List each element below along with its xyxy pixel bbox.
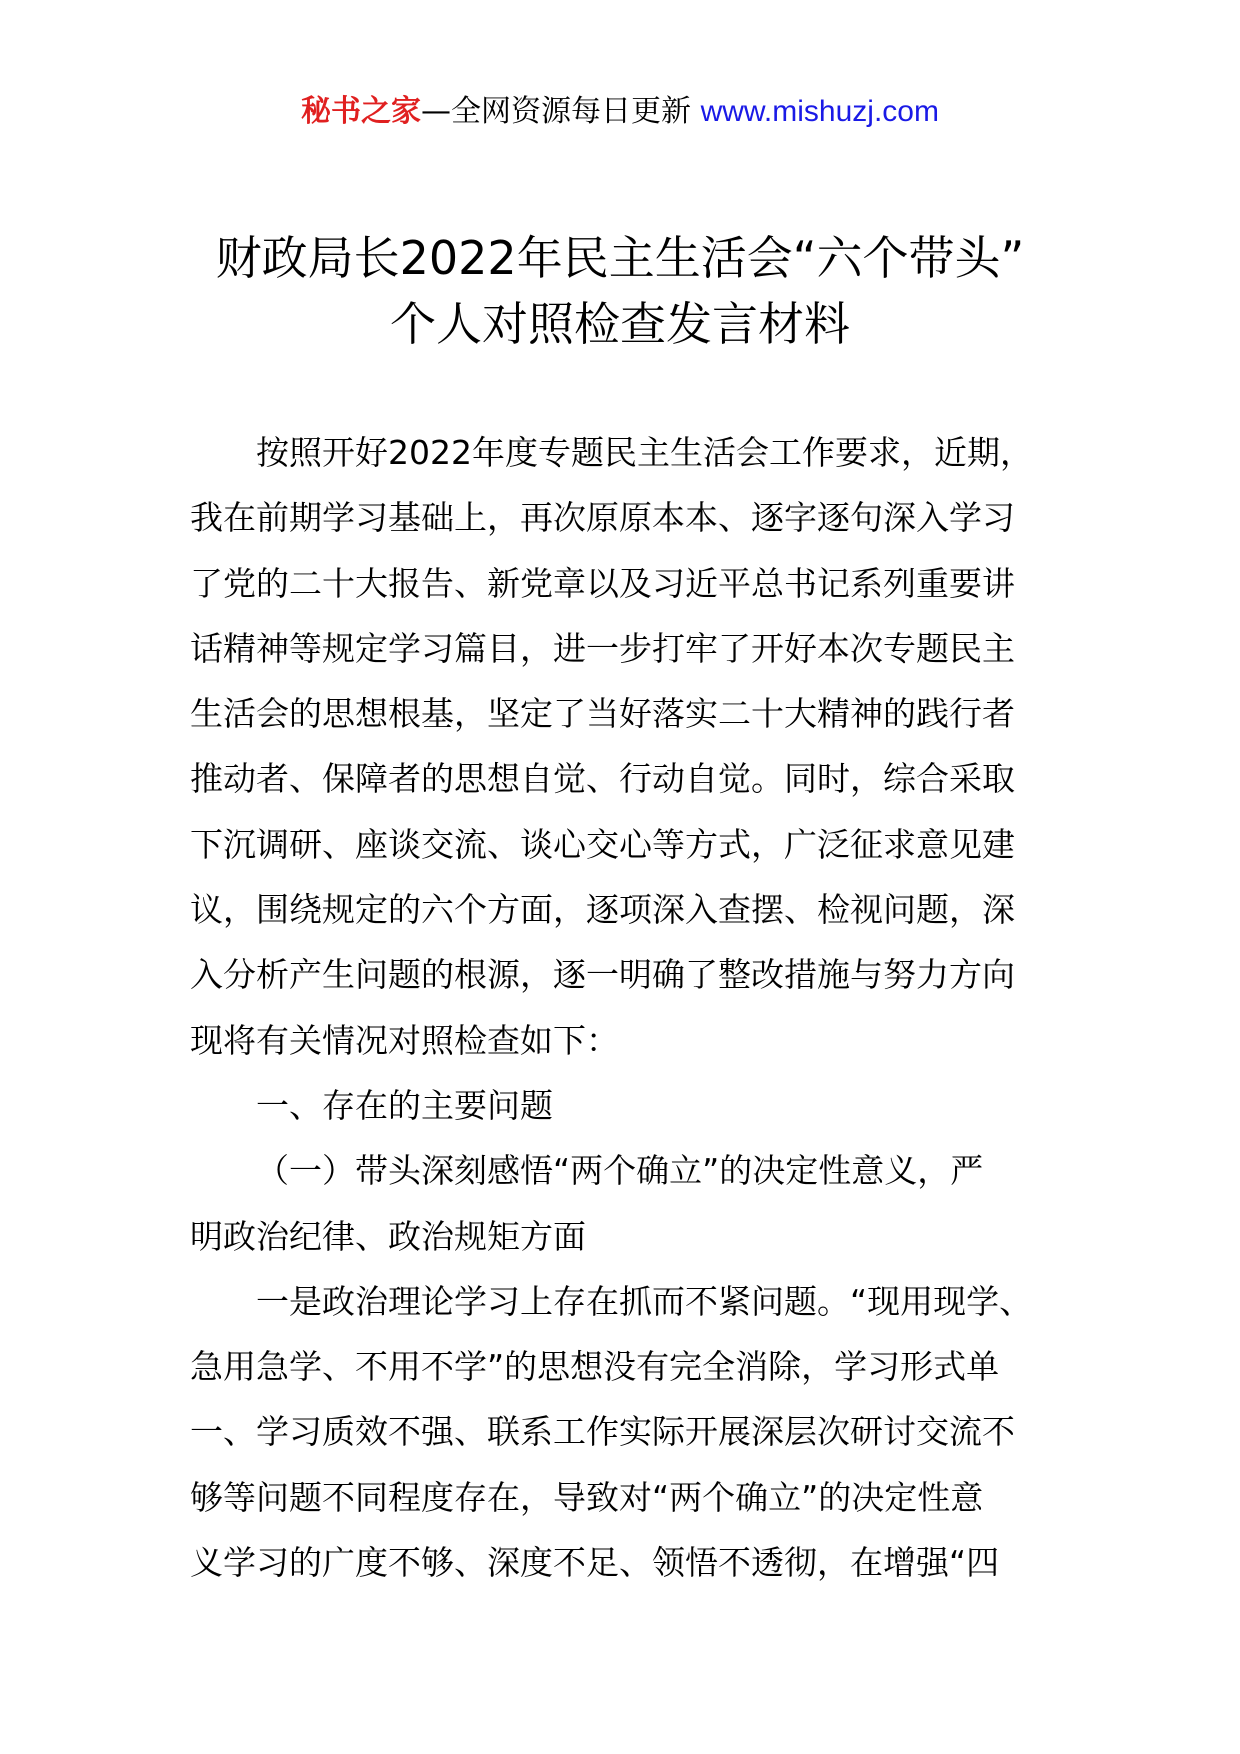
document-body: [190, 420, 1065, 1595]
paragraph-line: 话精神等规定学习篇目，进一步打牢了开好本次专题民主: [190, 628, 1015, 668]
paragraph-line: 现将有关情况对照检查如下：: [190, 1020, 619, 1060]
paragraph-line: 了党的二十大报告、新党章以及习近平总书记系列重要讲: [190, 563, 1015, 603]
paragraph-line: 生活会的思想根基，坚定了当好落实二十大精神的践行者: [190, 694, 1015, 734]
paragraph-line: 急用急学、不用不学”的思想没有完全消除，学习形式单: [190, 1347, 1000, 1387]
paragraph-line: 议，围绕规定的六个方面，逐项深入查摆、检视问题，深: [190, 890, 1015, 930]
paragraph-line: 义学习的广度不够、深度不足、领悟不透彻，在增强“四: [190, 1543, 1000, 1583]
title-line-1: 财政局长2022年民主生活会“六个带头”: [215, 231, 1025, 285]
title-line-2: 个人对照检查发言材料: [390, 297, 850, 351]
document-title: [0, 225, 1240, 357]
paragraph-line: 够等问题不同程度存在，导致对“两个确立”的决定性意: [190, 1477, 984, 1517]
paragraph-line: 一是政治理论学习上存在抓而不紧问题。“现用现学、: [256, 1281, 1033, 1321]
subsection-heading: （一）带头深刻感悟“两个确立”的决定性意义，严: [256, 1151, 984, 1191]
paragraph-line: 推动者、保障者的思想自觉、行动自觉。同时，综合采取: [190, 759, 1015, 799]
section-heading: 一、存在的主要问题: [256, 1085, 553, 1125]
paragraph-line: 一、学习质效不强、联系工作实际开展深层次研讨交流不: [190, 1412, 1015, 1452]
paragraph-line: 按照开好2022年度专题民主生活会工作要求，近期，: [256, 433, 1033, 472]
subsection-heading-continued: 明政治纪律、政治规矩方面: [190, 1216, 586, 1256]
paragraph-line: 我在前期学习基础上，再次原原本本、逐字逐句深入学习: [190, 498, 1015, 538]
paragraph-line: 入分析产生问题的根源，逐一明确了整改措施与努力方向: [190, 955, 1015, 995]
site-brand: 秘书之家: [301, 94, 422, 129]
site-tagline: —全网资源每日更新: [421, 94, 692, 129]
paragraph-line: 下沉调研、座谈交流、谈心交心等方式，广泛征求意见建: [190, 824, 1015, 864]
site-url-link[interactable]: www.mishuzj.com: [700, 95, 939, 128]
site-header: [0, 92, 1240, 132]
